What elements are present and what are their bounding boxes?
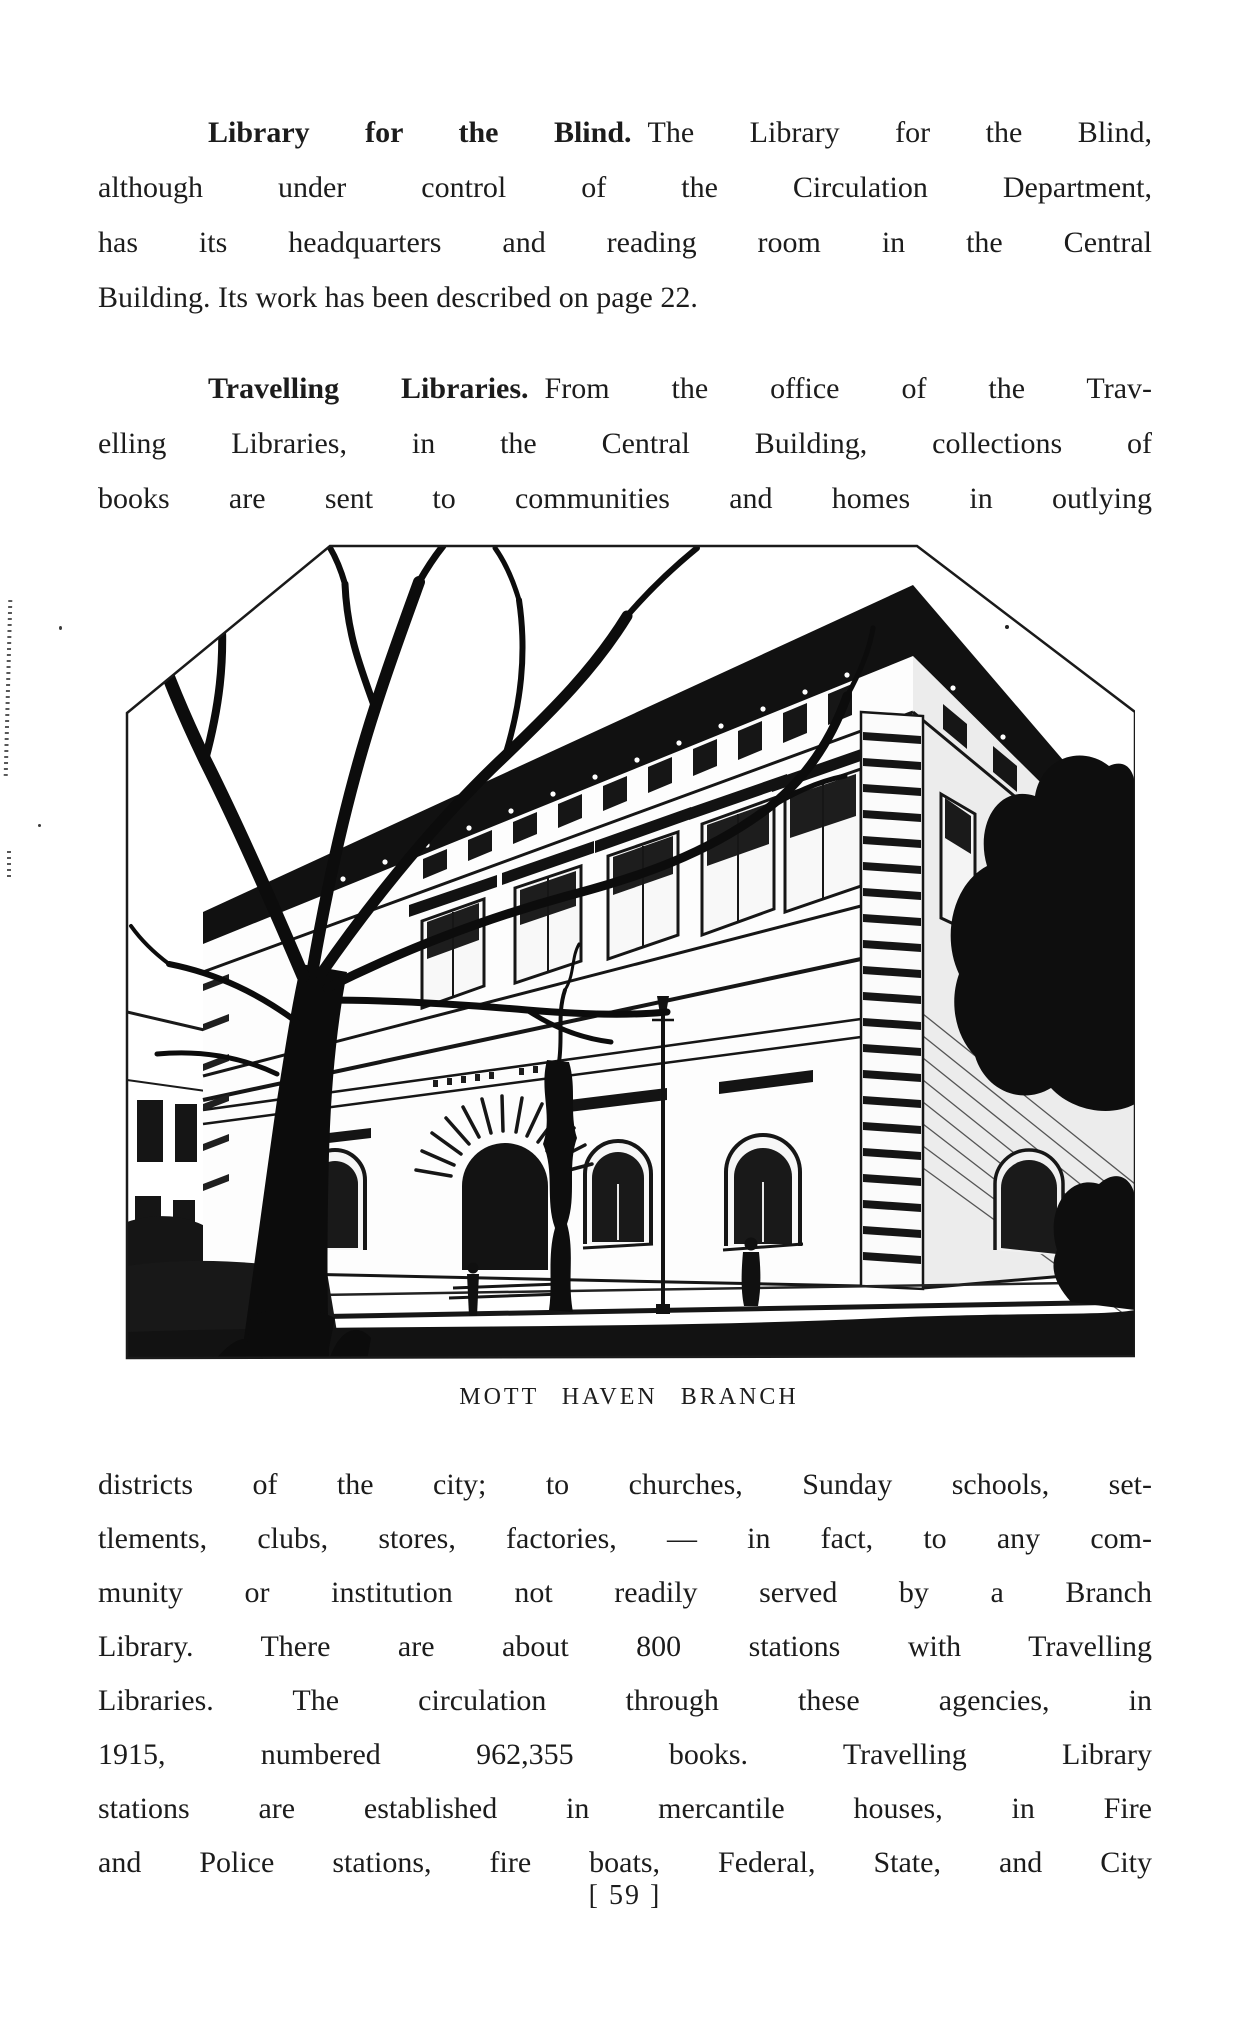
text-line: Building. Its work has been described on page 22. xyxy=(98,281,698,314)
line-text: The Library for the Blind, xyxy=(647,116,1152,149)
scan-artifact xyxy=(4,600,13,776)
pedestrian-figure xyxy=(467,1263,479,1317)
bold-lead-in: Library for the Blind. xyxy=(208,116,632,149)
text-line: tlements, clubs, stores, factories, — in fact, to any com- xyxy=(98,1522,1152,1555)
text-line: elling Libraries, in the Central Building, collections of xyxy=(98,427,1152,460)
page-number: [ 59 ] xyxy=(588,1880,662,1911)
text-line: and Police stations, fire boats, Federal, State, and City xyxy=(98,1846,1152,1879)
text-line xyxy=(98,361,1152,416)
text-line: districts of the city; to churches, Sunday schools, set- xyxy=(98,1468,1152,1501)
text-line: 1915, numbered 962,355 books. Travelling Library xyxy=(98,1738,1152,1771)
figure-caption: MOTT HAVEN BRANCH xyxy=(459,1384,799,1410)
text-line: Library. There are about 800 stations with Travelling xyxy=(98,1630,1152,1663)
scan-artifact xyxy=(7,851,11,878)
bold-lead-in: Travelling Libraries. xyxy=(208,372,529,405)
mott-haven-branch-figure xyxy=(123,544,1135,1410)
scan-artifact xyxy=(38,824,41,827)
paragraph-travelling-libraries xyxy=(98,361,1152,526)
corner-quoins xyxy=(861,712,923,1289)
scan-artifact xyxy=(59,626,62,630)
text-line: Libraries. The circulation through these agencies, in xyxy=(98,1684,1152,1717)
text-line: has its headquarters and reading room in the Central xyxy=(98,226,1152,259)
paragraph-library-for-the-blind xyxy=(98,105,1152,325)
text-line xyxy=(98,105,1152,160)
text-line: munity or institution not readily served by a Branch xyxy=(98,1576,1152,1609)
text-line: although under control of the Circulation Department, xyxy=(98,171,1152,204)
paragraph-districts xyxy=(98,1458,1152,1890)
line-text: From the office of the Trav- xyxy=(544,372,1153,405)
text-line: books are sent to communities and homes in outlying xyxy=(98,482,1152,515)
text-line: stations are established in mercantile houses, in Fire xyxy=(98,1792,1152,1825)
building-photo xyxy=(123,544,1135,1362)
